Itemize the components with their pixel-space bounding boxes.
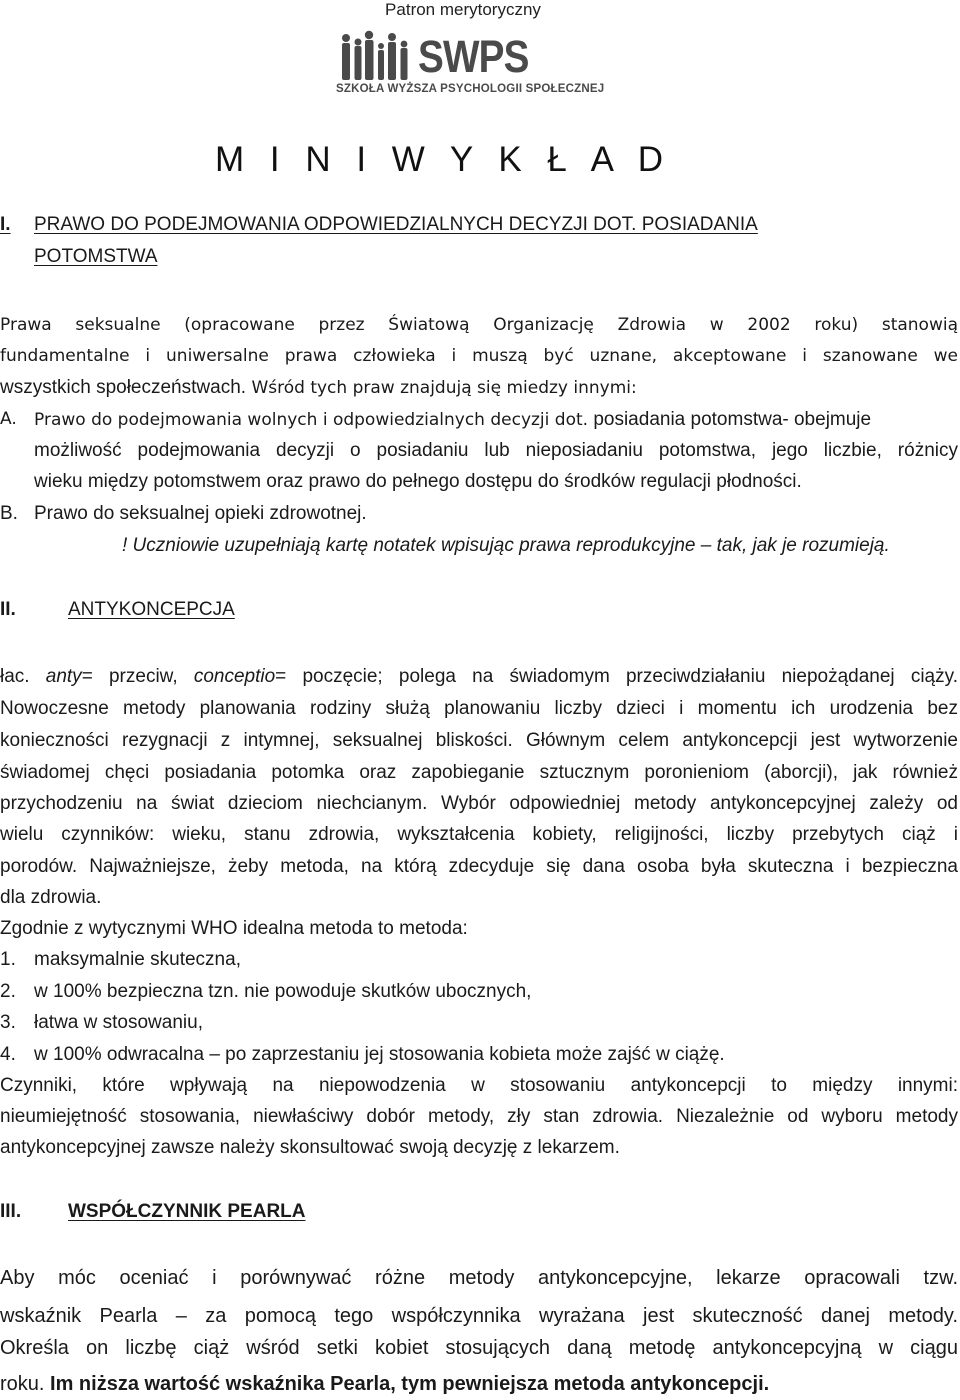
- section2-number: II.: [0, 599, 16, 620]
- section3-line1: Aby móc oceniać i porównywać różne metody antykoncepcyjne, lekarze opracowali tzw.: [0, 1267, 958, 1289]
- section2-line7: porodów. Najważniejsze, żeby metoda, na którą zdecyduje się dana osoba była skuteczna i bezpieczna: [0, 856, 958, 877]
- section1-number: I.: [0, 214, 11, 235]
- section3-line4: roku. Im niższa wartość wskaźnika Pearla, tym pewniejsza metoda antykoncepcji.: [0, 1373, 770, 1395]
- logo-subtitle: SZKOŁA WYŻSZA PSYCHOLOGII SPOŁECZNEJ: [336, 83, 605, 95]
- people-silhouettes-icon: [336, 30, 416, 82]
- list-item: łatwa w stosowaniu,: [34, 1012, 203, 1033]
- list-item-number: 3.: [0, 1012, 16, 1033]
- list-item: w 100% odwracalna – po zaprzestaniu jej stosowania kobieta może zajść w ciążę.: [34, 1044, 725, 1065]
- section1-heading-line1: PRAWO DO PODEJMOWANIA ODPOWIEDZIALNYCH DECYZJI DOT. POSIADANIA: [34, 214, 758, 235]
- exclamation-icon: !: [122, 535, 128, 556]
- section2-line1: łac. anty= przeciw, conceptio= poczęcie; polega na świadomym przeciwdziałaniu niepożądanej ciąży.: [0, 666, 958, 687]
- section2-line4: świadomej chęci posiadania potomka oraz zapobieganie sztucznym poronieniom (aborcji), jak również: [0, 762, 958, 783]
- section2-line3: konieczności rezygnacji z intymnej, seksualnej bliskości. Głównym celem antykoncepcji jest wytworzenie: [0, 730, 958, 751]
- section3-heading: WSPÓŁCZYNNIK PEARLA: [68, 1201, 306, 1222]
- student-note-text: Uczniowie uzupełniają kartę notatek wpisując prawa reprodukcyjne – tak, jak je rozumieją.: [127, 535, 890, 556]
- section1-p1-line3: [0, 372, 637, 404]
- page-title: M I N I W Y K Ł A D: [215, 140, 672, 179]
- section2-line2: Nowoczesne metody planowania rodziny służą planowaniu liczby dzieci i momentu ich urodzenia bez: [0, 698, 958, 719]
- factors-line2: nieumiejętność stosowania, niewłaściwy dobór metody, zły stan zdrowia. Niezależnie od wyboru metody: [0, 1106, 958, 1127]
- student-note: [122, 530, 890, 561]
- item-a-line1: [34, 404, 871, 436]
- list-item-number: 1.: [0, 949, 16, 970]
- factors-line3: antykoncepcyjnej zawsze należy skonsultować swoją decyzję z lekarzem.: [0, 1137, 620, 1158]
- section1-heading-line2: POTOMSTWA: [34, 246, 158, 267]
- who-intro: Zgodnie z wytycznymi WHO idealna metoda to metoda:: [0, 918, 468, 939]
- section2-line8: dla zdrowia.: [0, 887, 102, 908]
- section3-line2: wskaźnik Pearla – za pomocą tego współczynnika wyrażana jest skuteczność danej metody.: [0, 1305, 958, 1327]
- item-b-marker: B.: [0, 503, 18, 524]
- item-a-line1-b: posiadania potomstwa- obejmuje: [588, 409, 872, 430]
- section1-p1-line1: Prawa seksualne (opracowane przez Światową Organizację Zdrowia w 2002 roku) stanowią: [0, 315, 958, 335]
- item-b-text: Prawo do seksualnej opieki zdrowotnej.: [34, 503, 367, 524]
- section3-line3: Określa on liczbę ciąż wśród setki kobiet stosujących daną metodę antykoncepcyjną w ciągu: [0, 1337, 958, 1359]
- item-a-line1-a: Prawo do podejmowania wolnych i odpowiedzialnych decyzji dot.: [34, 410, 589, 430]
- patron-label: Patron merytoryczny: [385, 0, 541, 19]
- item-a-line3: wieku między potomstwem oraz prawo do pełnego dostępu do środków regulacji płodności.: [34, 471, 802, 492]
- factors-line1: Czynniki, które wpływają na niepowodzenia w stosowaniu antykoncepcji to między innymi:: [0, 1075, 958, 1096]
- item-a-marker: A.: [0, 409, 17, 429]
- list-item: maksymalnie skuteczna,: [34, 949, 241, 970]
- swps-logo: [336, 30, 605, 100]
- list-item-number: 2.: [0, 981, 16, 1002]
- section1-p1-line3-b: Wśród tych praw znajdują się miedzy innymi:: [246, 378, 637, 398]
- section2-line6: wielu czynników: wieku, stanu zdrowia, wykształcenia kobiety, religijności, liczby przebytych ciąż i: [0, 824, 958, 845]
- section1-p1-line2: fundamentalne i uniwersalne prawa człowieka i muszą być uznane, akceptowane i szanowane we: [0, 346, 958, 366]
- list-item: w 100% bezpieczna tzn. nie powoduje skutków ubocznych,: [34, 981, 532, 1002]
- section1-p1-line3-a: wszystkich społeczeństwach.: [0, 377, 247, 398]
- section2-heading: ANTYKONCEPCJA: [68, 599, 235, 620]
- item-a-line2: możliwość podejmowania decyzji o posiadaniu lub nieposiadaniu potomstwa, jego liczbie, różnicy: [34, 440, 958, 461]
- list-item-number: 4.: [0, 1044, 16, 1065]
- section3-number: III.: [0, 1201, 22, 1222]
- section2-line5: przychodzeniu na świat dzieciom niechcianym. Wybór odpowiedniej metody antykoncepcyjnej zależy od: [0, 793, 958, 814]
- logo-wordmark: SWPS: [418, 31, 529, 82]
